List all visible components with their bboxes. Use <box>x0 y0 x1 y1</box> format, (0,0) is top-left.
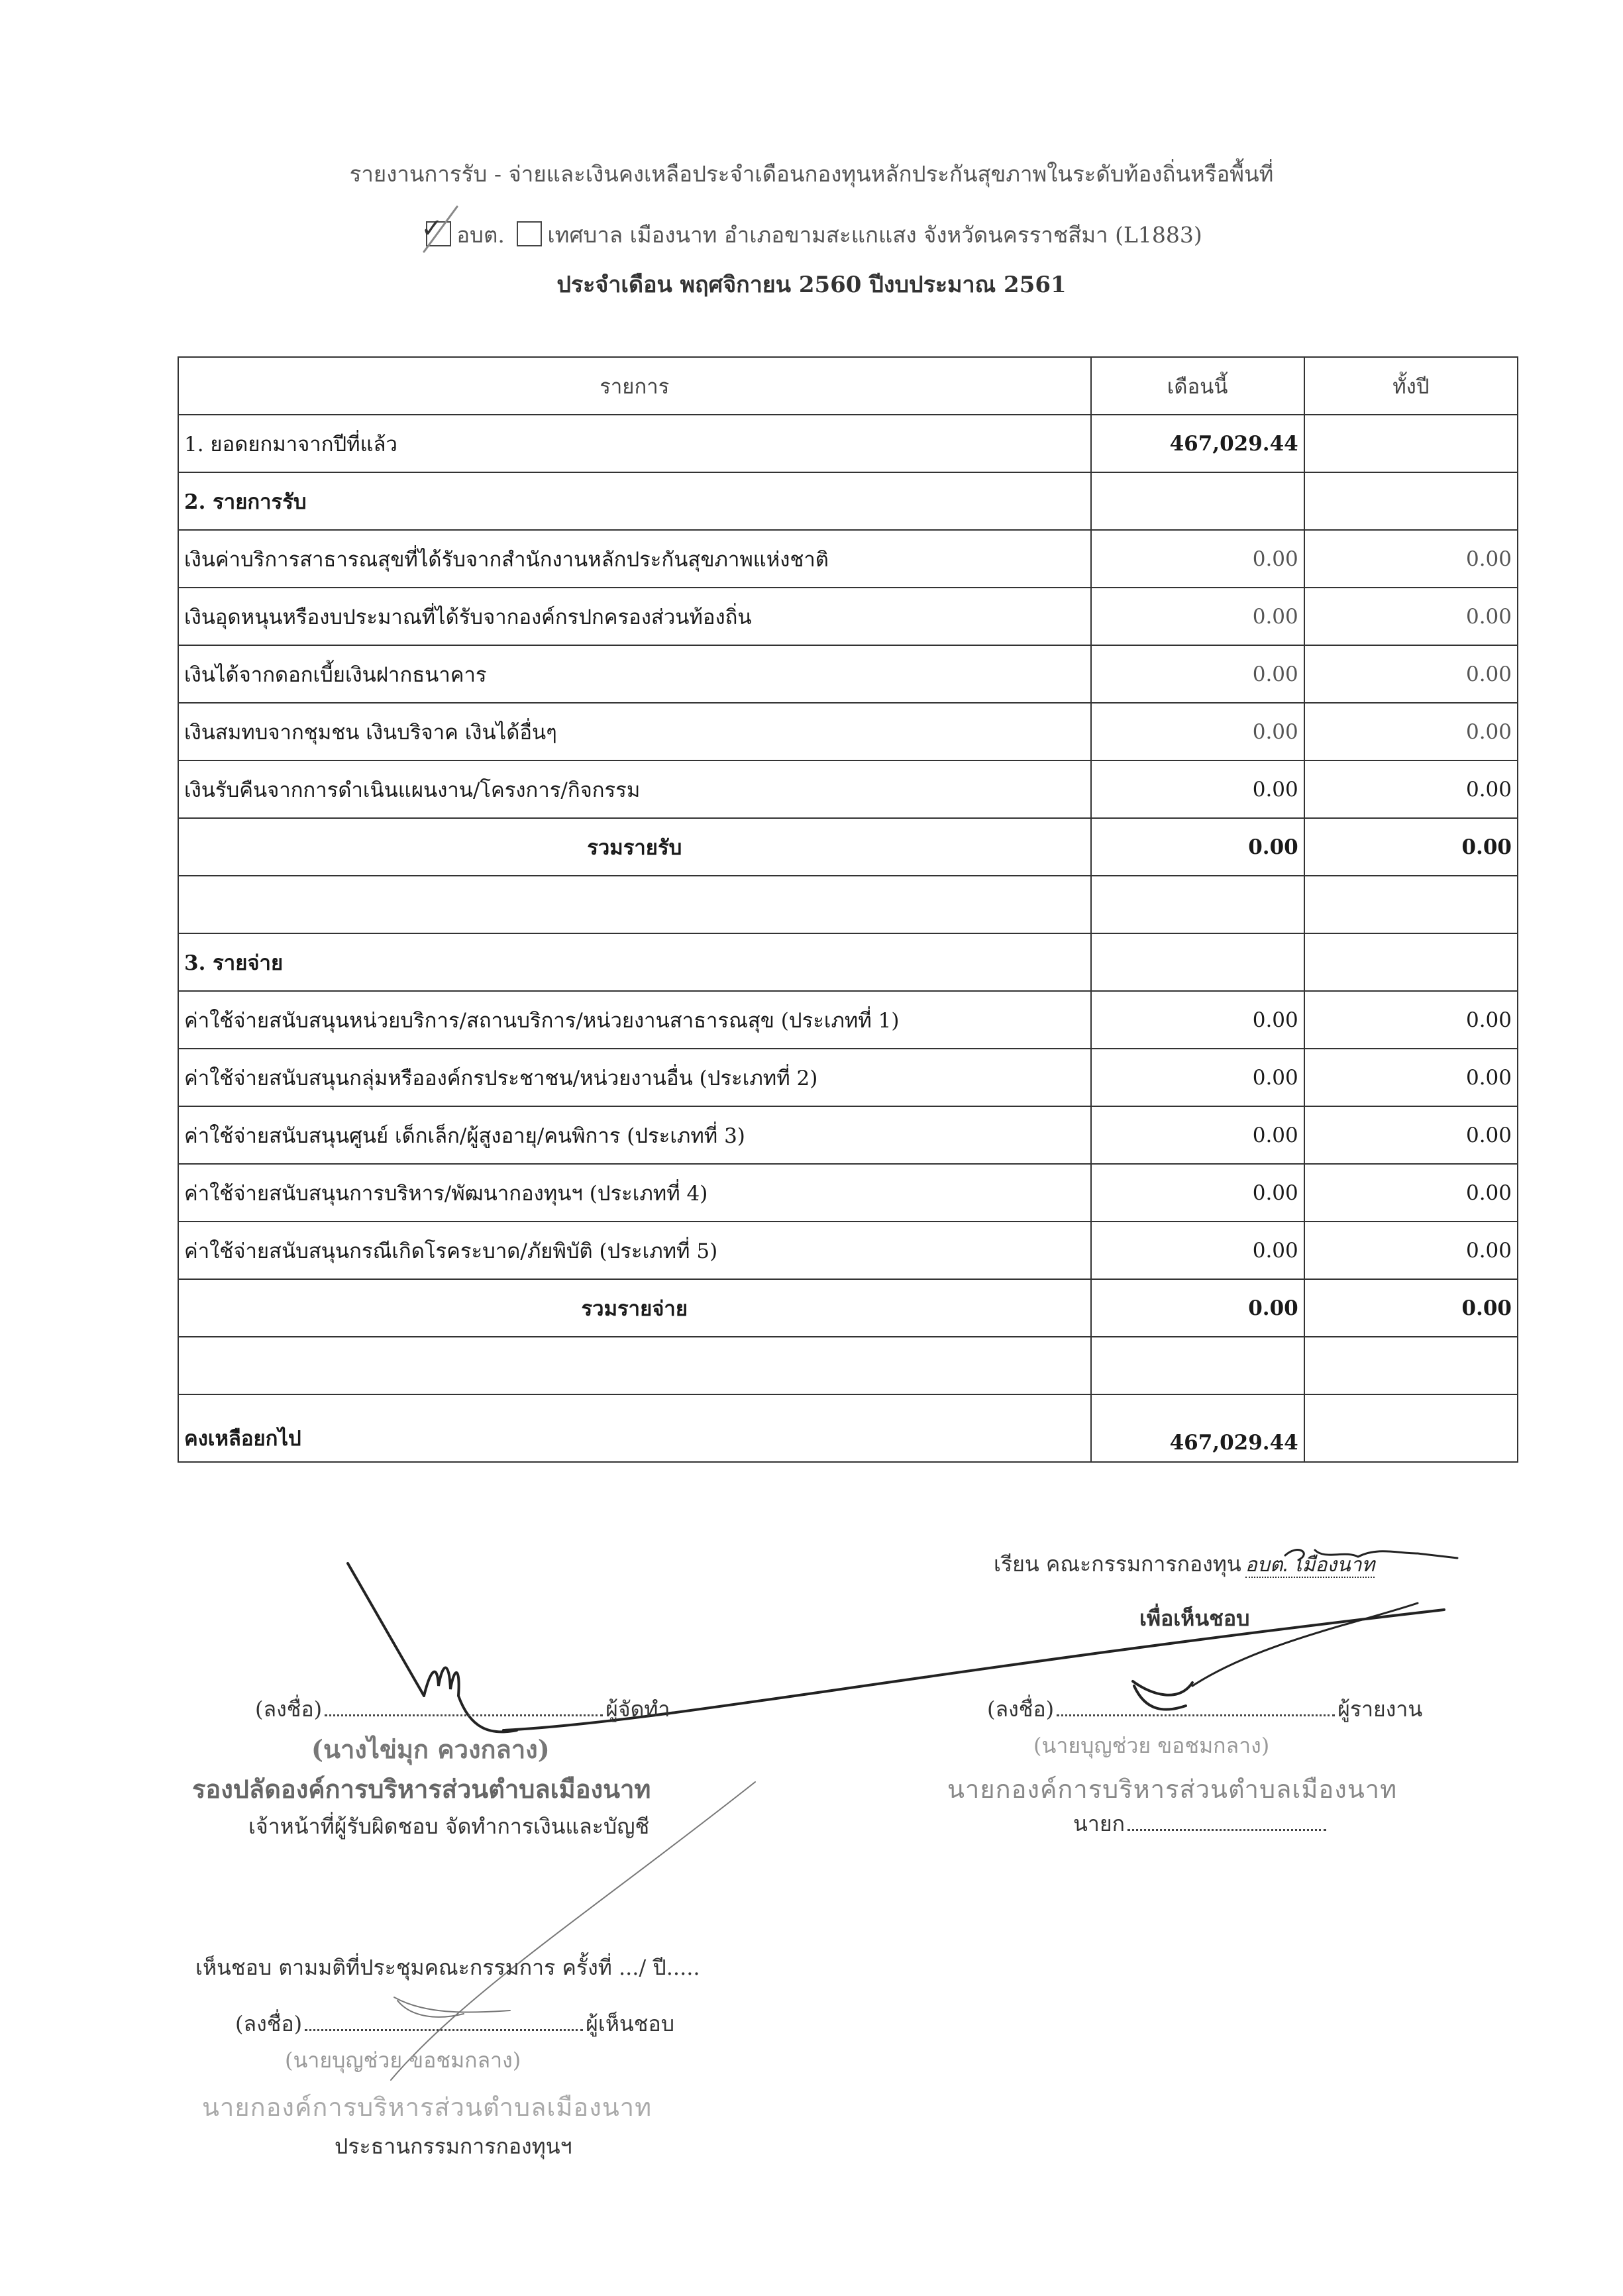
expense-label: ค่าใช้จ่ายสนับสนุนการบริหาร/พัฒนากองทุนฯ (ประเภทที่ 4) <box>178 1164 1091 1222</box>
income-total-month: 0.00 <box>1091 818 1304 876</box>
expense-header: 3. รายจ่าย <box>178 933 1091 991</box>
reporter-name: (นายบุญช่วย ขอชมกลาง) <box>1033 1733 1270 1758</box>
income-total-label: รวมรายรับ <box>178 818 1091 876</box>
expense-year: 0.00 <box>1304 1106 1518 1164</box>
option-sao-label: อบต. <box>456 222 505 248</box>
preparer-position: เจ้าหน้าที่ผู้รับผิดชอบ จัดทำการเงินและบัญชี <box>248 1814 650 1839</box>
option-municipality-label: เทศบาล เมืองนาท อำเภอขามสะแกแสง จังหวัดนครราชสีมา (L1883) <box>547 222 1202 248</box>
expense-total-label: รวมรายจ่าย <box>178 1279 1091 1337</box>
reporter-stamp: นายกองค์การบริหารส่วนตำบลเมืองนาท <box>947 1775 1398 1804</box>
approval-text: เห็นชอบ ตามมติที่ประชุมคณะกรรมการ ครั้งที่ .../ ปี..... <box>195 1955 700 1980</box>
expense-total-month: 0.00 <box>1091 1279 1304 1337</box>
income-total-year: 0.00 <box>1304 818 1518 876</box>
balance-label: คงเหลือยกไป <box>178 1394 1091 1462</box>
income-month: 0.00 <box>1091 703 1304 760</box>
expense-month: 0.00 <box>1091 1049 1304 1106</box>
reporter-sign-line <box>987 1693 1422 1726</box>
approver-stamp: นายกองค์การบริหารส่วนตำบลเมืองนาท <box>202 2093 653 2122</box>
approver-role: ผู้เห็นชอบ <box>586 2011 675 2036</box>
report-period: ประจำเดือน พฤศจิกายน 2560 ปีงบประมาณ 2561 <box>556 272 1067 298</box>
income-year: 0.00 <box>1304 645 1518 703</box>
report-title: รายงานการรับ - จ่ายและเงินคงเหลือประจำเดือนกองทุนหลักประกันสุขภาพในระดับท้องถิ่นหรือพื้นที่ <box>349 161 1274 187</box>
preparer-sign-label: (ลงชื่อ) <box>255 1696 323 1722</box>
reporter-sign-label: (ลงชื่อ) <box>987 1696 1055 1722</box>
income-month: 0.00 <box>1091 530 1304 588</box>
expense-label: ค่าใช้จ่ายสนับสนุนกลุ่มหรือองค์กรประชาชน/หน่วยงานอื่น (ประเภทที่ 2) <box>178 1049 1091 1106</box>
reporter-position: นายก <box>1073 1811 1125 1836</box>
for-approval-label: เพื่อเห็นชอบ <box>1139 1606 1250 1631</box>
approver-sign-label: (ลงชื่อ) <box>235 2011 303 2036</box>
preparer-role: ผู้จัดทำ <box>605 1696 670 1722</box>
expense-label: ค่าใช้จ่ายสนับสนุนศูนย์ เด็กเล็ก/ผู้สูงอายุ/คนพิการ (ประเภทที่ 3) <box>178 1106 1091 1164</box>
expense-year: 0.00 <box>1304 1049 1518 1106</box>
check-mark-icon: ✓ <box>421 213 443 244</box>
reporter-position-line <box>1073 1807 1326 1841</box>
income-year: 0.00 <box>1304 760 1518 818</box>
expense-year: 0.00 <box>1304 991 1518 1049</box>
carried-in-value: 467,029.44 <box>1091 415 1304 472</box>
col-year-header: ทั้งปี <box>1304 357 1518 415</box>
expense-year: 0.00 <box>1304 1222 1518 1279</box>
expense-label: ค่าใช้จ่ายสนับสนุนกรณีเกิดโรคระบาด/ภัยพิบัติ (ประเภทที่ 5) <box>178 1222 1091 1279</box>
to-committee-label: เรียน คณะกรรมการกองทุน <box>994 1551 1241 1577</box>
income-month: 0.00 <box>1091 760 1304 818</box>
income-label: เงินอุดหนุนหรืองบประมาณที่ได้รับจากองค์กรปกครองส่วนท้องถิ่น <box>178 588 1091 645</box>
income-label: เงินได้จากดอกเบี้ยเงินฝากธนาคาร <box>178 645 1091 703</box>
expense-month: 0.00 <box>1091 991 1304 1049</box>
expense-month: 0.00 <box>1091 1106 1304 1164</box>
income-header: 2. รายการรับ <box>178 472 1091 530</box>
preparer-stamp: รองปลัดองค์การบริหารส่วนตำบลเมืองนาท <box>192 1774 651 1804</box>
income-year: 0.00 <box>1304 588 1518 645</box>
income-month: 0.00 <box>1091 588 1304 645</box>
income-label: เงินรับคืนจากการดำเนินแผนงาน/โครงการ/กิจกรรม <box>178 760 1091 818</box>
carried-in-label: 1. ยอดยกมาจากปีที่แล้ว <box>178 415 1091 472</box>
preparer-name: (นางไข่มุก ควงกลาง) <box>311 1734 550 1764</box>
balance-value: 467,029.44 <box>1091 1394 1304 1462</box>
expense-month: 0.00 <box>1091 1222 1304 1279</box>
approver-name: (นายบุญช่วย ขอชมกลาง) <box>285 2048 521 2073</box>
to-committee-handwritten: อบต. เมืองนาท <box>1245 1553 1375 1577</box>
expense-year: 0.00 <box>1304 1164 1518 1222</box>
expense-month: 0.00 <box>1091 1164 1304 1222</box>
approver-sign-line <box>235 2007 674 2041</box>
approver-position: ประธานกรรมการกองทุนฯ <box>335 2134 572 2159</box>
income-year: 0.00 <box>1304 530 1518 588</box>
col-month-header: เดือนนี้ <box>1091 357 1304 415</box>
reporter-role: ผู้รายงาน <box>1337 1696 1423 1722</box>
income-month: 0.00 <box>1091 645 1304 703</box>
income-year: 0.00 <box>1304 703 1518 760</box>
to-committee-line <box>994 1547 1375 1581</box>
income-label: เงินสมทบจากชุมชน เงินบริจาค เงินได้อื่นๆ <box>178 703 1091 760</box>
col-item-header: รายการ <box>178 357 1091 415</box>
expense-label: ค่าใช้จ่ายสนับสนุนหน่วยบริการ/สถานบริการ/หน่วยงานสาธารณสุข (ประเภทที่ 1) <box>178 991 1091 1049</box>
preparer-sign-line <box>255 1693 670 1726</box>
income-label: เงินค่าบริการสาธารณสุขที่ได้รับจากสำนักงานหลักประกันสุขภาพแห่งชาติ <box>178 530 1091 588</box>
expense-total-year: 0.00 <box>1304 1279 1518 1337</box>
